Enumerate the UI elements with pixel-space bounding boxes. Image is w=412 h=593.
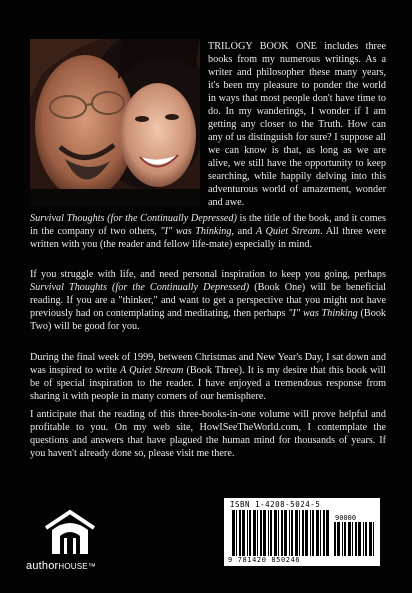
barcode-bar bbox=[295, 510, 298, 556]
barcode-bar bbox=[373, 522, 374, 556]
barcode-bar bbox=[232, 510, 235, 556]
barcode-bar bbox=[249, 510, 251, 556]
paragraph-titles bbox=[30, 212, 386, 251]
barcode-digits: 9 781420 850246 bbox=[228, 556, 301, 564]
barcode-bar bbox=[284, 510, 287, 556]
barcode-bar bbox=[257, 510, 258, 556]
barcode-bar bbox=[253, 510, 256, 556]
paragraph-text: (Book Three). It is my desire that this book will be of special inspiration to the reader. I have enjoyed a tremendous response from sharing it with people in many corners of our hemisphere. bbox=[30, 365, 386, 402]
barcode-bar bbox=[355, 522, 357, 556]
barcode-bars bbox=[232, 510, 330, 556]
barcode-bar bbox=[305, 510, 308, 556]
barcode-bar bbox=[342, 522, 343, 556]
publisher-name-caps: HOUSE bbox=[58, 562, 88, 571]
barcode-bar bbox=[348, 522, 351, 556]
barcode-bar bbox=[302, 510, 304, 556]
book-title-three: A Quiet Stream bbox=[119, 365, 184, 376]
barcode-bar bbox=[281, 510, 283, 556]
book-title-three: A Quiet Stream bbox=[255, 226, 321, 237]
isbn-number: ISBN 1-4208-5024-5 bbox=[230, 500, 321, 509]
barcode-bar bbox=[236, 510, 237, 556]
barcode-bar bbox=[260, 510, 262, 556]
barcode-bar bbox=[323, 510, 325, 556]
publisher-name-lower: author bbox=[26, 560, 59, 572]
barcode-bar bbox=[239, 510, 241, 556]
paragraph-text: . All three were written with you (the reader and fellow life-mate) especially in mind. bbox=[30, 226, 387, 250]
barcode-bar bbox=[270, 510, 272, 556]
paragraph-text: If you struggle with life, and need personal inspiration to keep you going, perhaps bbox=[30, 269, 386, 280]
trademark-symbol: ™ bbox=[87, 562, 97, 571]
paragraph-struggle bbox=[30, 268, 386, 333]
barcode-bar bbox=[289, 510, 290, 556]
price-code: 90000 bbox=[335, 514, 357, 522]
barcode-addon-bars bbox=[334, 522, 374, 556]
publisher-name bbox=[26, 560, 126, 572]
barcode-bar bbox=[263, 510, 266, 556]
barcode-bar bbox=[247, 510, 248, 556]
barcode-bar bbox=[352, 522, 353, 556]
paragraph-text: During the final week of 1999, between Christmas and New Year's Day, I sat down and was inspired to write bbox=[30, 352, 386, 376]
publisher-logo bbox=[26, 508, 126, 578]
paragraph-text: (Book Two) will be good for you. bbox=[30, 308, 387, 332]
barcode-bar bbox=[334, 522, 336, 556]
barcode-bar bbox=[316, 510, 319, 556]
book-title-one: Survival Thoughts (for the Continually Depressed) bbox=[30, 213, 237, 224]
barcode-bar bbox=[344, 522, 346, 556]
author-photo bbox=[30, 39, 200, 207]
barcode-bar bbox=[268, 510, 269, 556]
paragraph-website: I anticipate that the reading of this three-books-in-one volume will prove helpful and profitable to you. On my web site, HowISeeTheWorld.com, I contemplate the questions and answers that have plagued the human mind for thousands of years. If you haven't already done so, please visit me there. bbox=[30, 409, 386, 459]
book-title-one: Survival Thoughts (for the Continually Depressed) bbox=[30, 282, 250, 293]
barcode-bar bbox=[312, 510, 314, 556]
barcode-bar bbox=[291, 510, 293, 556]
barcode-bar bbox=[326, 510, 329, 556]
book-title-two: "I" was Thinking bbox=[160, 226, 232, 237]
barcode-bar bbox=[337, 522, 340, 556]
author-photo-image bbox=[30, 39, 200, 207]
barcode-bar bbox=[278, 510, 279, 556]
isbn-barcode bbox=[224, 498, 380, 566]
paragraph-final-week bbox=[30, 351, 386, 403]
barcode-bar bbox=[320, 510, 321, 556]
paragraph-text: (Book One) will be beneficial reading. If you are a "thinker," and want to get a perspective that you might not have previously had on contemplating and meditating, then perhaps bbox=[30, 282, 386, 319]
barcode-bar bbox=[242, 510, 245, 556]
barcode-bar bbox=[363, 522, 364, 556]
barcode-bar bbox=[299, 510, 300, 556]
paragraph-text: , and bbox=[231, 226, 256, 237]
barcode-bar bbox=[310, 510, 311, 556]
house-logo-icon bbox=[42, 508, 98, 558]
book-title-two: "I" was Thinking bbox=[288, 308, 358, 319]
barcode-bar bbox=[274, 510, 277, 556]
barcode-bar bbox=[369, 522, 372, 556]
intro-paragraph: TRILOGY BOOK ONE includes three books from my numerous writings. As a writer and philosopher these many years, it's been my pleasure to ponder the world in ways that most people don't have time to do. In my wanderings, I wonder if I am getting any closer to the Truth. How can any of us distinguish for sure? I suppose all we can know is that, as long as we are alive, we still have the opportunity to keep searching, while happily delving into this adventurous world of amazement, wonder and awe. bbox=[208, 41, 386, 208]
barcode-bar bbox=[365, 522, 367, 556]
paragraph-text: is the title of the book, and it comes in the company of two others, bbox=[30, 213, 386, 237]
barcode-bar bbox=[358, 522, 361, 556]
